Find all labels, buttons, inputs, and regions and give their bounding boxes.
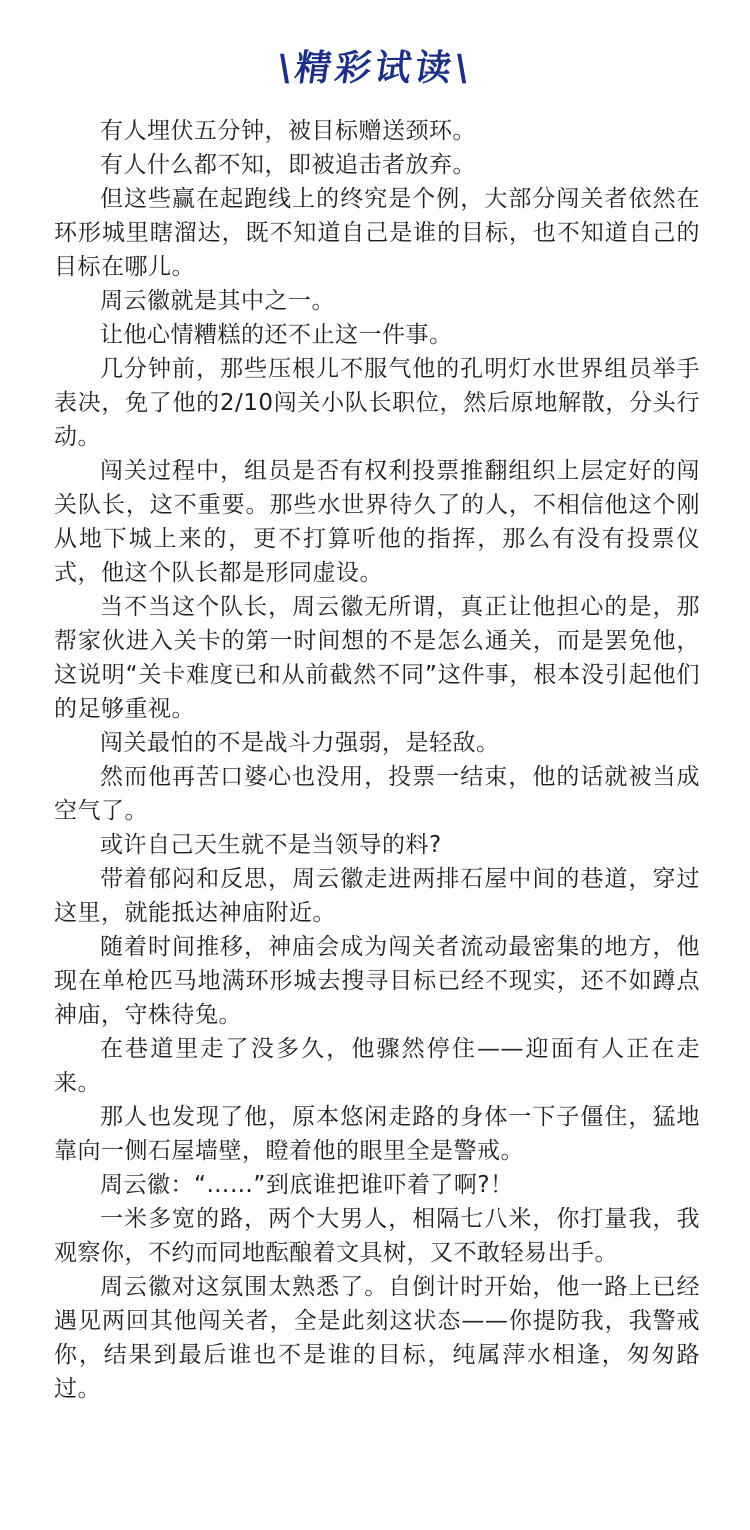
- paragraph: 周云徽对这氛围太熟悉了。自倒计时开始，他一路上已经遇见两回其他闯关者，全是此刻这状态——你提防我，我警戒你，结果到最后谁也不是谁的目标，纯属萍水相逢，匆匆路过。: [54, 1274, 700, 1402]
- paragraph: 但这些赢在起跑线上的终究是个例，大部分闯关者依然在环形城里瞎溜达，既不知道自己是谁的目标，也不知道自己的目标在哪儿。: [54, 186, 700, 280]
- paragraph: 当不当这个队长，周云徽无所谓，真正让他担心的是，那帮家伙进入关卡的第一时间想的不是怎么通关，而是罢免他，这说明“关卡难度已和从前截然不同”这件事，根本没引起他们的足够重视。: [54, 594, 700, 722]
- paragraph: 有人什么都不知，即被追击者放弃。: [100, 152, 476, 178]
- paragraph: 然而他再苦口婆心也没用，投票一结束，他的话就被当成空气了。: [54, 764, 700, 824]
- paragraph: 闯关过程中，组员是否有权利投票推翻组织上层定好的闯关队长，这不重要。那些水世界待久了的人，不相信他这个刚从地下城上来的，更不打算听他的指挥，那么有没有投票仪式，他这个队长都是形同虚设。: [54, 458, 700, 586]
- paragraph: 那人也发现了他，原本悠闲走路的身体一下子僵住，猛地靠向一侧石屋墙壁，瞪着他的眼里全是警戒。: [54, 1104, 700, 1164]
- paragraph: 几分钟前，那些压根儿不服气他的孔明灯水世界组员举手表决，免了他的2/10闯关小队长职位，然后原地解散，分头行动。: [54, 356, 700, 450]
- paragraph: 周云徽就是其中之一。: [100, 288, 335, 314]
- paragraph: 周云徽：“……”到底谁把谁吓着了啊?！: [100, 1172, 514, 1198]
- paragraph: 随着时间推移，神庙会成为闯关者流动最密集的地方，他现在单枪匹马地满环形城去搜寻目标已经不现实，还不如蹲点神庙，守株待兔。: [54, 934, 700, 1028]
- paragraph: 一米多宽的路，两个大男人，相隔七八米，你打量我，我观察你，不约而同地酝酿着文具树，又不敢轻易出手。: [54, 1206, 700, 1266]
- page-title: \精彩试读\: [274, 47, 476, 89]
- paragraph: 或许自己天生就不是当领导的料?: [100, 832, 442, 858]
- paragraph: 有人埋伏五分钟，被目标赠送颈环。: [100, 118, 476, 144]
- paragraph: 带着郁闷和反思，周云徽走进两排石屋中间的巷道，穿过这里，就能抵达神庙附近。: [54, 866, 700, 926]
- paragraph: 闯关最怕的不是战斗力强弱，是轻敌。: [100, 730, 500, 756]
- paragraph: 在巷道里走了没多久，他骤然停住——迎面有人正在走来。: [54, 1036, 700, 1096]
- excerpt-body: [54, 114, 700, 1406]
- paragraph: 让他心情糟糕的还不止这一件事。: [100, 322, 453, 348]
- page-header: [0, 40, 750, 96]
